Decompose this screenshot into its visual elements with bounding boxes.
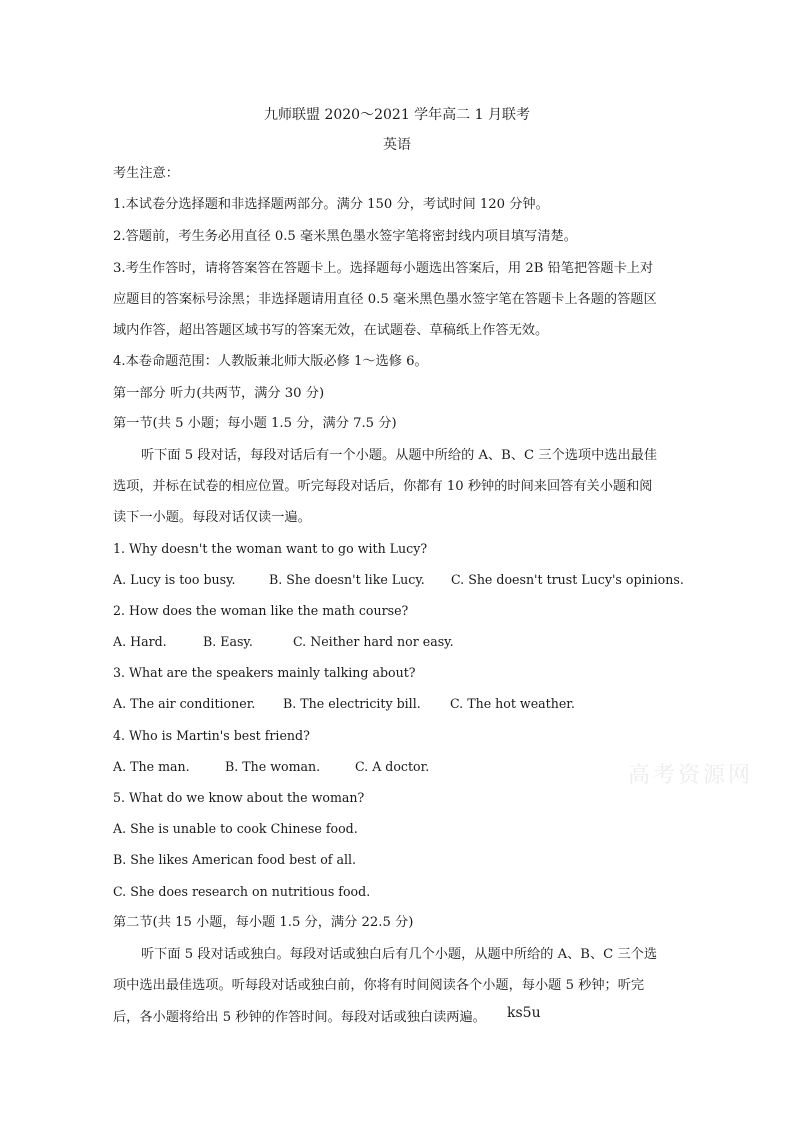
- part1-heading: 第一部分 听力(共两节，满分 30 分): [113, 386, 325, 401]
- exam-title: 九师联盟 2020～2021 学年高二 1 月联考: [264, 107, 530, 123]
- section1-instructions: 选项，并标在试卷的相应位置。听完每段对话后，你都有 10 秒钟的时间来回答有关小题和阅: [113, 479, 653, 494]
- notice-item: 3.考生作答时，请将答案答在答题卡上。选择题每小题选出答案后，用 2B 铅笔把答题卡上对: [113, 261, 654, 276]
- notice-item: 4.本卷命题范围：人教版兼北师大版必修 1～选修 6。: [113, 354, 428, 369]
- answer-option: C. The hot weather.: [450, 696, 575, 711]
- section2-instructions: 后，各小题将给出 5 秒钟的作答时间。每段对话或独白读两遍。: [113, 1010, 486, 1025]
- answer-option: A. Lucy is too busy.: [113, 572, 236, 587]
- notice-item: 1.本试卷分选择题和非选择题两部分。满分 150 分，考试时间 120 分钟。: [113, 197, 549, 212]
- question-stem: 4. Who is Martin's best friend?: [113, 728, 310, 743]
- source-mark: ks5u: [507, 1005, 541, 1021]
- notice-item: 应题目的答案标号涂黑；非选择题请用直径 0.5 毫米黑色墨水签字笔在答题卡上各题的答题区: [113, 292, 657, 307]
- answer-option: C. She does research on nutritious food.: [113, 884, 371, 899]
- section1-instructions: 读下一小题。每段对话仅读一遍。: [113, 510, 311, 525]
- answer-option: C. A doctor.: [355, 759, 430, 774]
- answer-option: A. The air conditioner.: [113, 696, 256, 711]
- section1-heading: 第一节(共 5 小题；每小题 1.5 分，满分 7.5 分): [113, 416, 397, 431]
- section2-instructions: 听下面 5 段对话或独白。每段对话或独白后有几个小题，从题中所给的 A、B、C 三个选: [141, 947, 658, 962]
- section2-heading: 第二节(共 15 小题，每小题 1.5 分，满分 22.5 分): [113, 915, 414, 930]
- section2-instructions: 项中选出最佳选项。听每段对话或独白前，你将有时间阅读各个小题，每小题 5 秒钟；听完: [113, 978, 645, 993]
- answer-option: A. She is unable to cook Chinese food.: [113, 821, 358, 836]
- answer-option: C. She doesn't trust Lucy's opinions.: [451, 572, 684, 587]
- answer-option: B. Easy.: [203, 634, 253, 649]
- question-stem: 1. Why doesn't the woman want to go with Lucy?: [113, 541, 428, 556]
- answer-option: A. The man.: [113, 759, 190, 774]
- answer-option: A. Hard.: [113, 634, 167, 649]
- notice-item: 域内作答，超出答题区域书写的答案无效，在试题卷、草稿纸上作答无效。: [113, 323, 549, 338]
- question-stem: 3. What are the speakers mainly talking about?: [113, 665, 416, 680]
- question-stem: 2. How does the woman like the math course?: [113, 603, 409, 618]
- subject-title: 英语: [383, 137, 411, 153]
- answer-option: B. She doesn't like Lucy.: [269, 572, 425, 587]
- answer-option: B. The woman.: [225, 759, 321, 774]
- answer-option: C. Neither hard nor easy.: [293, 634, 454, 649]
- watermark: 高考资源网: [628, 763, 754, 788]
- section1-instructions: 听下面 5 段对话，每段对话后有一个小题。从题中所给的 A、B、C 三个选项中选出最佳: [141, 448, 658, 463]
- answer-option: B. She likes American food best of all.: [113, 852, 357, 867]
- notice-item: 2.答题前，考生务必用直径 0.5 毫米黑色墨水签字笔将密封线内项目填写清楚。: [113, 229, 577, 244]
- question-stem: 5. What do we know about the woman?: [113, 790, 365, 805]
- notice-heading: 考生注意：: [113, 166, 179, 181]
- answer-option: B. The electricity bill.: [283, 696, 421, 711]
